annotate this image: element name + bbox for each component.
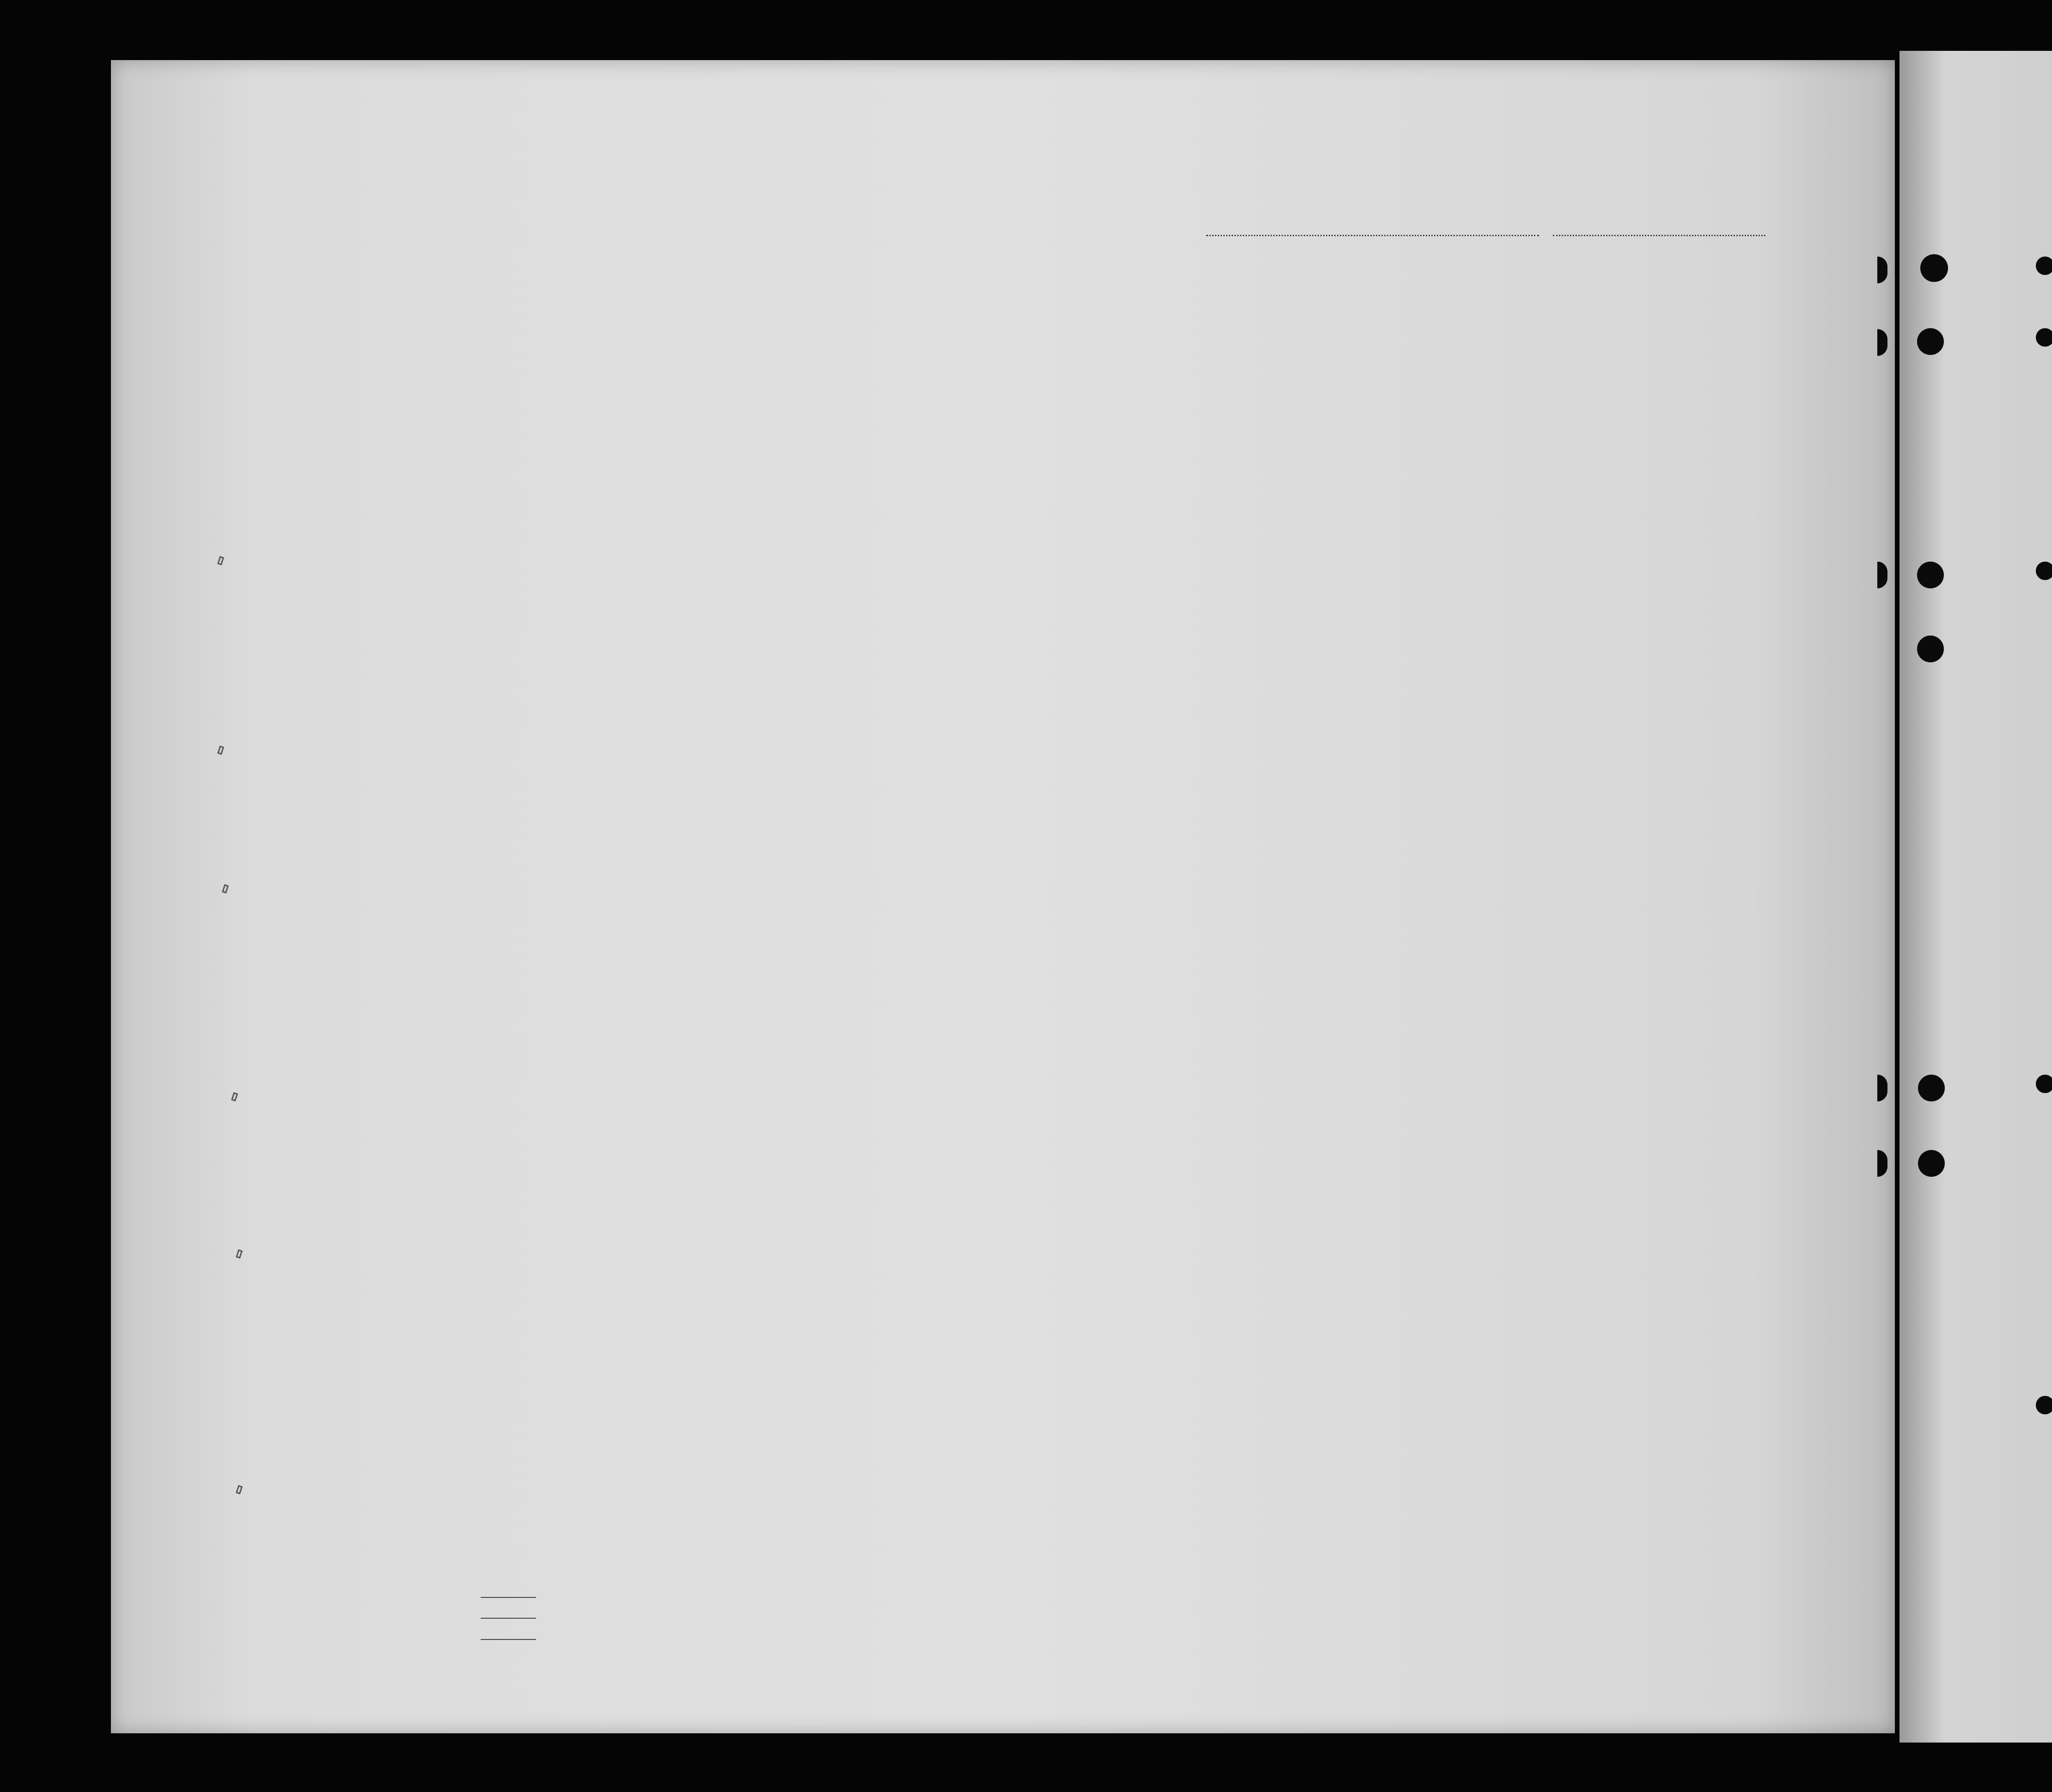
aliens-line (481, 1639, 536, 1640)
binder-hole (1917, 562, 1944, 588)
us-citizens-line (481, 1618, 536, 1619)
binder-hole (1918, 1075, 1945, 1101)
binder-hole (2036, 1075, 2052, 1093)
binder-hole (1917, 328, 1944, 355)
binder-hole (2036, 562, 2052, 580)
binder-hole (2036, 328, 2052, 347)
binder-hole (2036, 1396, 2052, 1414)
total-passengers-line (481, 1597, 536, 1598)
binder-hole (1917, 636, 1944, 662)
binder-hole (2036, 257, 2052, 275)
binder-hole (1918, 1150, 1945, 1177)
binder-hole (1920, 254, 1948, 282)
